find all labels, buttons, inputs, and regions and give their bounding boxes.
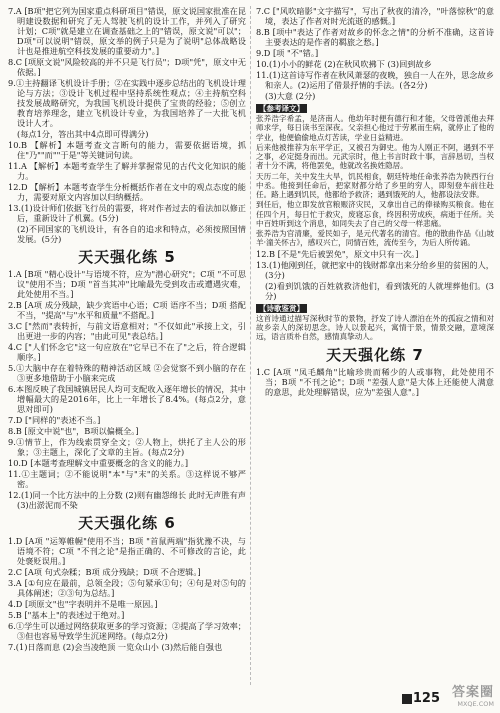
answer-item: 3.C ["然而"表转折，与前文语意相对；"不仅如此"承接上文，引出更进一步的内容；"由此可见"表总结。]: [8, 321, 246, 342]
left-intro-answers: [8, 6, 246, 244]
answer-paragraph: 8.C [项原文说"风险较高的并不只是飞行员"；D项"凭"，原文中无依据。]: [8, 57, 246, 77]
page-marker-icon: [402, 694, 412, 704]
answer-item: 11.①主题词；②不能说明"本"与"末"的关系。③这样说不够严密。: [8, 469, 246, 490]
answer-item: 10.(1)小小的鲜花 (2)在秋风吹拂下 (3)回到故乡: [256, 59, 432, 69]
answer-item: 10.D [本题考查理解文中重要概念的含义的能力。]: [8, 458, 189, 469]
answer-paragraph: 7.A [B项"把它列为国家重点科研项目"错误，原文说国家批准在昆明建设数据和研究了无人驾驶飞机的设计工作，并列入了研究计划；C项"就是建立在调查基础之上的"错误，原文说"可以"；D项"可以说明"错误，原文举的例子只是为了说明"总体战略设计也是推进航空科技发展的重要动力"。]: [8, 6, 246, 56]
answer-item: 4.C ["人们怀念它"这一句应放在"它早已不在了"之后，符合逻辑顺序。]: [8, 342, 246, 363]
answer-item: 8.B [项中"表达了作者对故乡的怀念之情"的分析不准确，这首诗主要表达的是作者的羁旅之愁。]: [256, 27, 494, 47]
translation-paragraph: 张养浩字希孟，是济南人。他幼年时便有德行和才能，父母曾派他去拜师求学，每日读书至深夜。父亲担心他过于劳累而生病，就停止了他的学业，他便偷偷地点灯苦读，学业日益精进。: [256, 114, 494, 142]
right-column: [256, 6, 494, 685]
translation-paragraph: 张养浩为官清廉，爱民如子，是元代著名的清官。他的散曲作品《山坡羊·潼关怀古》，感叹兴亡，同情百姓，流传至今，为后人所传诵。: [256, 229, 494, 248]
section-title-6: 天天强化练 6: [78, 514, 176, 533]
answer-item: 5.B ["基本上"的表述过于绝对。]: [8, 609, 125, 620]
answer-item: 6.①学生可以通过网络获取更多的学习资源；②提高了学习效率；③但也容易导致学生沉迷网络。(每点2分): [8, 620, 246, 641]
poem-analysis: [256, 314, 494, 342]
right-tail-answers: [256, 249, 494, 301]
watermark-logo-text: 答案圈: [451, 685, 494, 701]
answer-paragraph: 9.①主持翻译飞机设计手册；②在实践中逐步总结出的飞机设计理论与方法；③设计飞机过程中坚持系统性观点；④主持航空科技发展战略研究，为我国飞机设计提供了宝贵的经验；⑤创立教育培养理念，建立飞机设计专业，为我国培养了一大批飞机设计人才。: [8, 78, 246, 128]
answer-item: 3.A [①句应在最前，总领全段；⑤句紧承①句；④句是对⑤句的具体阐述；②③句为总结。]: [8, 577, 246, 598]
answer-paragraph: (2)不同国家的飞机设计，有各自的追求和特点，必须按照国情发展。(5分): [17, 224, 246, 244]
reference-translation: [256, 114, 494, 248]
answer-item: 2.C [A项 句式杂糅；B项 成分残缺；D项 不合逻辑。]: [8, 566, 201, 577]
answer-item: 11.(1)这首诗写作者在秋风萧瑟的夜晚，独自一人在外，思念故乡和亲人。(2)运用了借景抒情的手法。(各2分): [256, 70, 494, 90]
answer-item: 1.A [B项 "精心设计"与语境不符，应为"潜心研究"；C项 "不可思议"使用不当；D项 "首当其冲"比喻最先受到攻击或遭遇灾难，此处使用不当。]: [8, 269, 246, 300]
watermark-url: MXQE.COM: [457, 700, 494, 709]
answer-item: 1.C [A项 "凤毛麟角"比喻珍贵而稀少的人或事物，此处使用不当；B项 "不刊之论"；D项 "差强人意"是大体上还能使人满意的意思，此处理解错误，应为"差强人意"。]: [256, 366, 494, 397]
answer-item: (3)大意 (2分): [265, 91, 316, 101]
page-footer: [0, 685, 500, 713]
answer-item: 7.D ["同样的"表述不当。]: [8, 415, 101, 426]
section-title-7: 天天强化练 7: [326, 345, 424, 364]
section-title-5: 天天强化练 5: [78, 248, 176, 266]
answer-item: 2.B [A项 成分残缺，缺少宾语中心语；C项 语序不当；D项 搭配不当，"提高"与"水平和质量"不搭配。]: [8, 300, 246, 321]
watermark: [452, 685, 494, 709]
left-column: [8, 6, 246, 685]
right-top-answers: [256, 6, 494, 101]
answer-item: 5.①大脑中存在着特殊的精神活动区域 ②会觉察不到小脑的存在 ③更多地借助于小脑来完成: [8, 363, 246, 384]
answer-paragraph: (每点1分，答出其中4点即可得满分): [17, 129, 149, 139]
answer-item: 1.D [A项 "运筹帷幄"使用不当；B项 "首鼠两端"指犹豫不决，与语境不符；C项 "不刊之论"是指正确的、不可修改的言论，此处褒贬误用。]: [8, 535, 246, 566]
poem-appreciation-badge: 【诗歌鉴赏】: [256, 304, 307, 313]
answer-item: 7.(1)日落而息 (2)会当凌绝顶 一览众山小 (3)然后能自强也: [8, 641, 223, 652]
translation-paragraph: 到任后，他立即发放官粮赈济灾民，又拿出自己的俸禄购买粮食。他在任四个月，每日忙于救灾，废寝忘食，终因积劳成疾，病逝于任所。关中百姓听到这个消息，如同失去了自己的父母一样悲痛。: [256, 200, 494, 228]
answer-paragraph: 13.(1)设计师们依据飞行员的需要，将对作者过去的看法加以修正后，重新设计了机翼。(5分): [8, 203, 246, 223]
answer-item: 9.①情节上，作为线索贯穿全文；②人物上，烘托了主人公的形象；③主题上，深化了文章的主旨。(每点2分): [8, 437, 246, 458]
answer-item: 9.D [项 "不"错。]: [256, 48, 319, 58]
page-number: 125: [412, 691, 440, 707]
answer-paragraph: 12.D 【解析】本题考查学生分析概括作者在文中的观点态度的能力，需要对原文内容加以归纳概括。: [8, 182, 246, 202]
translation-paragraph: 后来他被推荐为东平学正，又被召为御史。他为人刚正不阿，遇到不平之事，必定挺身而出。元武宗时，他上书言时政十事，言辞恳切，当权者十分不满，将他罢免，他就改名换姓隐居。: [256, 142, 494, 171]
poem-paragraph: 这首诗通过描写深秋时节的景物，抒发了诗人漂泊在外的孤寂之情和对故乡亲人的深切思念。诗人以景起兴，寓情于景，情景交融，意境深远，语言质朴自然，感情真挚动人。: [256, 313, 494, 342]
section-6-answers: [8, 536, 246, 652]
answer-item: 7.C ["风吹暗影"文字描写"，写出了秋夜的清冷，"叶落惊秋"的意境，表达了作者对时光流逝的感慨。]: [256, 6, 494, 26]
translation-badge: 【参考译文】: [256, 104, 307, 113]
answer-item: 4.D [项原文"也"字表明并不是唯一原因。]: [8, 598, 158, 609]
answer-item: 12.B [不是"先后被罢免"，原文中只有一次。]: [256, 248, 419, 259]
answer-item: 8.B [原文中说"也"，B项以偏概全。]: [8, 426, 139, 437]
answer-item: 6.本图反映了我国城镇居民人均可支配收入逐年增长的情况，其中增幅最大的是2016年，比上一年增长了8.4%。(每点2分，意思对即可): [8, 384, 246, 415]
column-divider: [250, 6, 251, 685]
answer-item: 12.(1)同一个比方法中的上分数 (2)则有幽怨绵长 此时无声胜有声 (3)出淤泥而不染: [8, 490, 246, 511]
answer-paragraph: 10.B 【解析】本题考查文言断句的能力，需要依据语境，抓住"乃""而""于是"等关键词句读。: [8, 140, 246, 160]
section-7-answers: [256, 367, 494, 397]
answer-paragraph: 11.A 【解析】本题考查学生了解并掌握常见的古代文化知识的能力。: [8, 161, 246, 181]
translation-paragraph: 天历二年，关中发生大旱，饥民相食，朝廷特地任命张养浩为陕西行台中丞。他接到任命后，把家财都分给了乡里的穷人，即刻登车前往赴任。路上遇到饥民，他都给予救济；遇到饿死的人，他都设法安葬。: [256, 171, 494, 200]
answer-item: 13.(1)他刚到任，就把家中的钱财都拿出来分给乡里的贫困的人，(3分): [256, 259, 494, 280]
answer-item: (2)看到饥饿的百姓就救济他们，看到饿死的人就埋葬他们。(3分): [265, 280, 494, 301]
section-5-answers: [8, 269, 246, 510]
